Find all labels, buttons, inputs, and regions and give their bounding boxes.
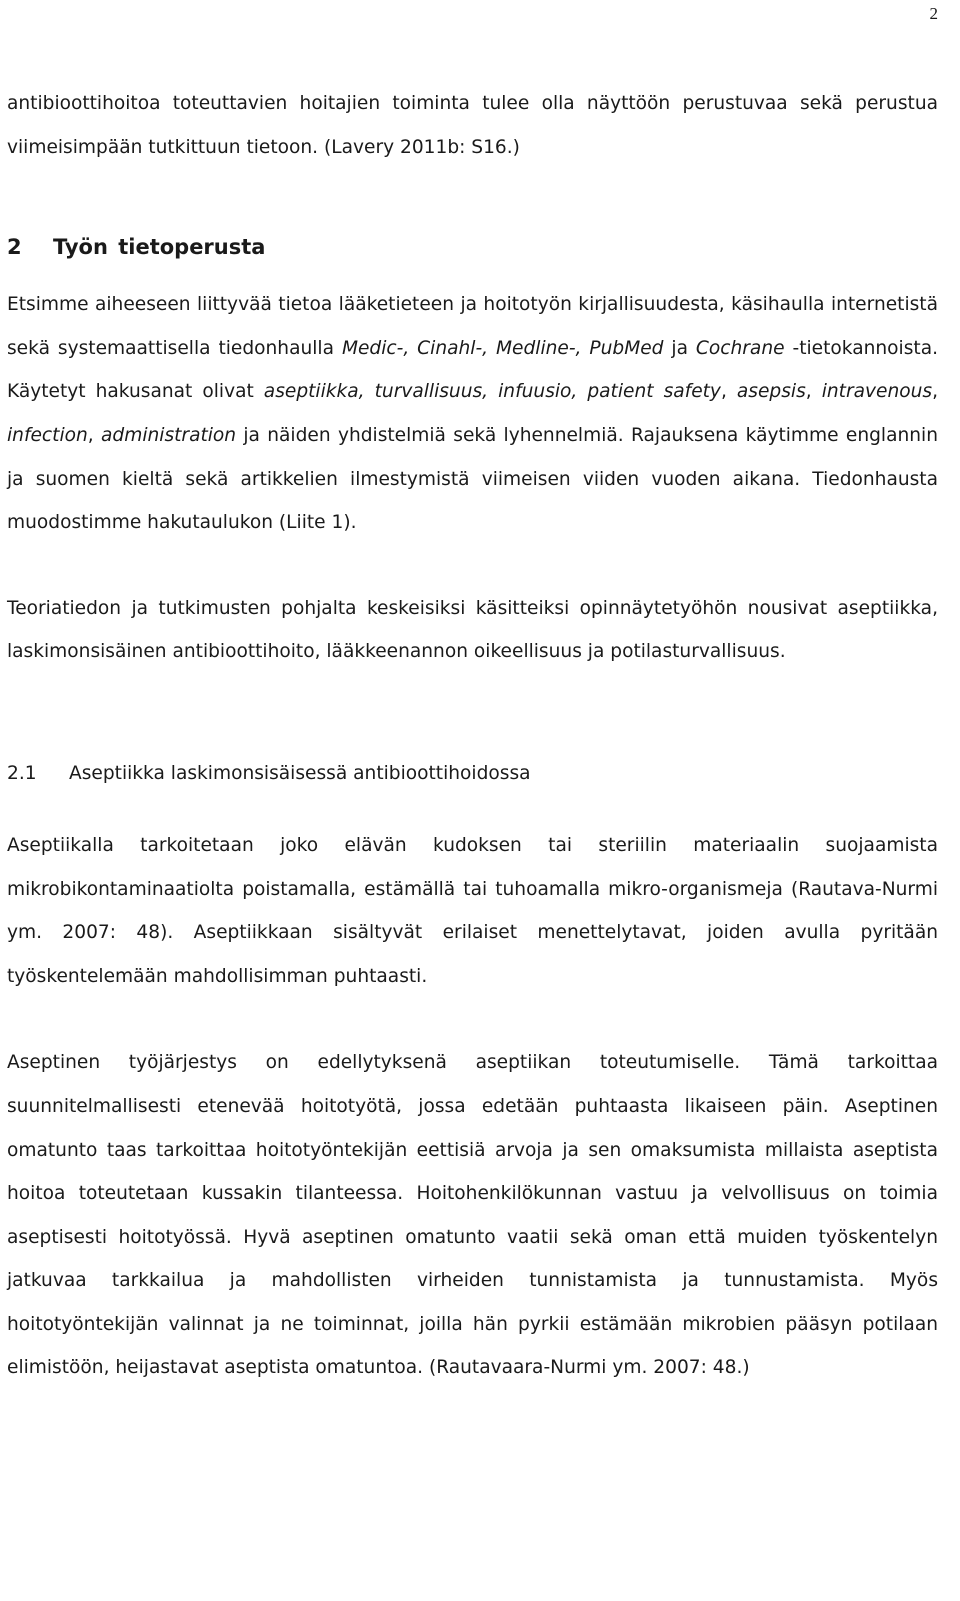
text-segment: Etsimme aiheeseen liittyvää tietoa lääketieteen ja hoitotyön kirjallisuudesta, käsihaulla internetistä sekä systemaattisella tiedonhaulla (7, 294, 938, 359)
text-segment: , (805, 381, 822, 403)
paragraph-concepts: Teoriatiedon ja tutkimusten pohjalta keskeisiksi käsitteiksi opinnäytetyöhön nousivat aseptiikka, laskimonsisäinen antibioottihoito, lääkkeenannon oikeellisuus ja potilasturvallisuus. (7, 597, 938, 663)
text-segment: -tietokannoista. Käytetyt hakusanat olivat (7, 337, 938, 403)
chapter-heading (7, 229, 938, 265)
document-body (7, 82, 938, 1390)
search-term-asepsis: asepsis (736, 381, 806, 403)
database-name-cochrane: Cochrane (695, 337, 785, 359)
search-term-list: aseptiikka, turvallisuus, infuusio, patient safety (263, 381, 721, 403)
search-term-infection: infection (7, 424, 88, 446)
text-segment: ja (663, 337, 696, 359)
page-number: 2 (929, 4, 938, 23)
paragraph-aseptic-workflow: Aseptinen työjärjestys on edellytyksenä aseptiikan toteutumiselle. Tämä tarkoittaa suunnitelmallisesti etenevää hoitotyötä, jossa edetään puhtaasta likaiseen päin. Aseptinen omatunto taas tarkoittaa hoitotyöntekijän eettisiä arvoja ja sen omaksumista millaista aseptista hoitoa toteutetaan kussakin tilanteessa. Hoitohenkilökunnan vastuu ja velvollisuus on toimia aseptisesti hoitotyössä. Hyvä aseptinen omatunto vaatii sekä oman että muiden työskentelyn jatkuvaa tarkkailua ja mahdollisten virheiden tunnistamista ja tunnustamista. Myös hoitotyöntekijän valinnat ja ne toiminnat, joilla hän pyrkii estämään mikrobien pääsyn potilaan elimistöön, heijastavat aseptista omatuntoa. (Rautavaara-Nurmi ym. 2007: 48.) (7, 1052, 938, 1379)
search-term-intravenous: intravenous (821, 381, 933, 403)
paragraph-sources (7, 283, 938, 545)
text-segment: , (87, 424, 102, 446)
database-names: Medic-, Cinahl-, Medline-, PubMed (341, 337, 664, 359)
search-term-administration: administration (101, 424, 237, 446)
text-segment: ja näiden yhdistelmiä sekä lyhennelmiä. Rajauksena käytimme englannin ja suomen kieltä sekä artikkelien ilmestymistä viimeisen viiden vuoden aikana. Tiedonhausta muodostimme hakutaulukon (Liite 1). (7, 424, 939, 534)
paragraph-asepsis-definition: Aseptiikalla tarkoitetaan joko elävän kudoksen tai steriilin materiaalin suojaamista mikrobikontaminaatiolta poistamalla, estämällä tai tuhoamalla mikro-organismeja (Rautava-Nurmi ym. 2007: 48). Aseptiikkaan sisältyvät erilaiset menettelytavat, joiden avulla pyritään työskentelemään mahdollisimman puhtaasti. (7, 834, 938, 987)
chapter-number: 2 (7, 235, 22, 260)
text-segment: , (720, 381, 737, 403)
chapter-title: Työn tietoperusta (53, 235, 266, 260)
section-title: Aseptiikka laskimonsisäisessä antibioottihoidossa (69, 762, 531, 784)
text-segment: , (932, 381, 938, 403)
section-number: 2.1 (7, 762, 37, 784)
paragraph-intro: antibioottihoitoa toteuttavien hoitajien toiminta tulee olla näyttöön perustuvaa sekä perustua viimeisimpään tutkittuun tietoon. (Lavery 2011b: S16.) (7, 93, 938, 158)
section-heading (7, 752, 938, 796)
